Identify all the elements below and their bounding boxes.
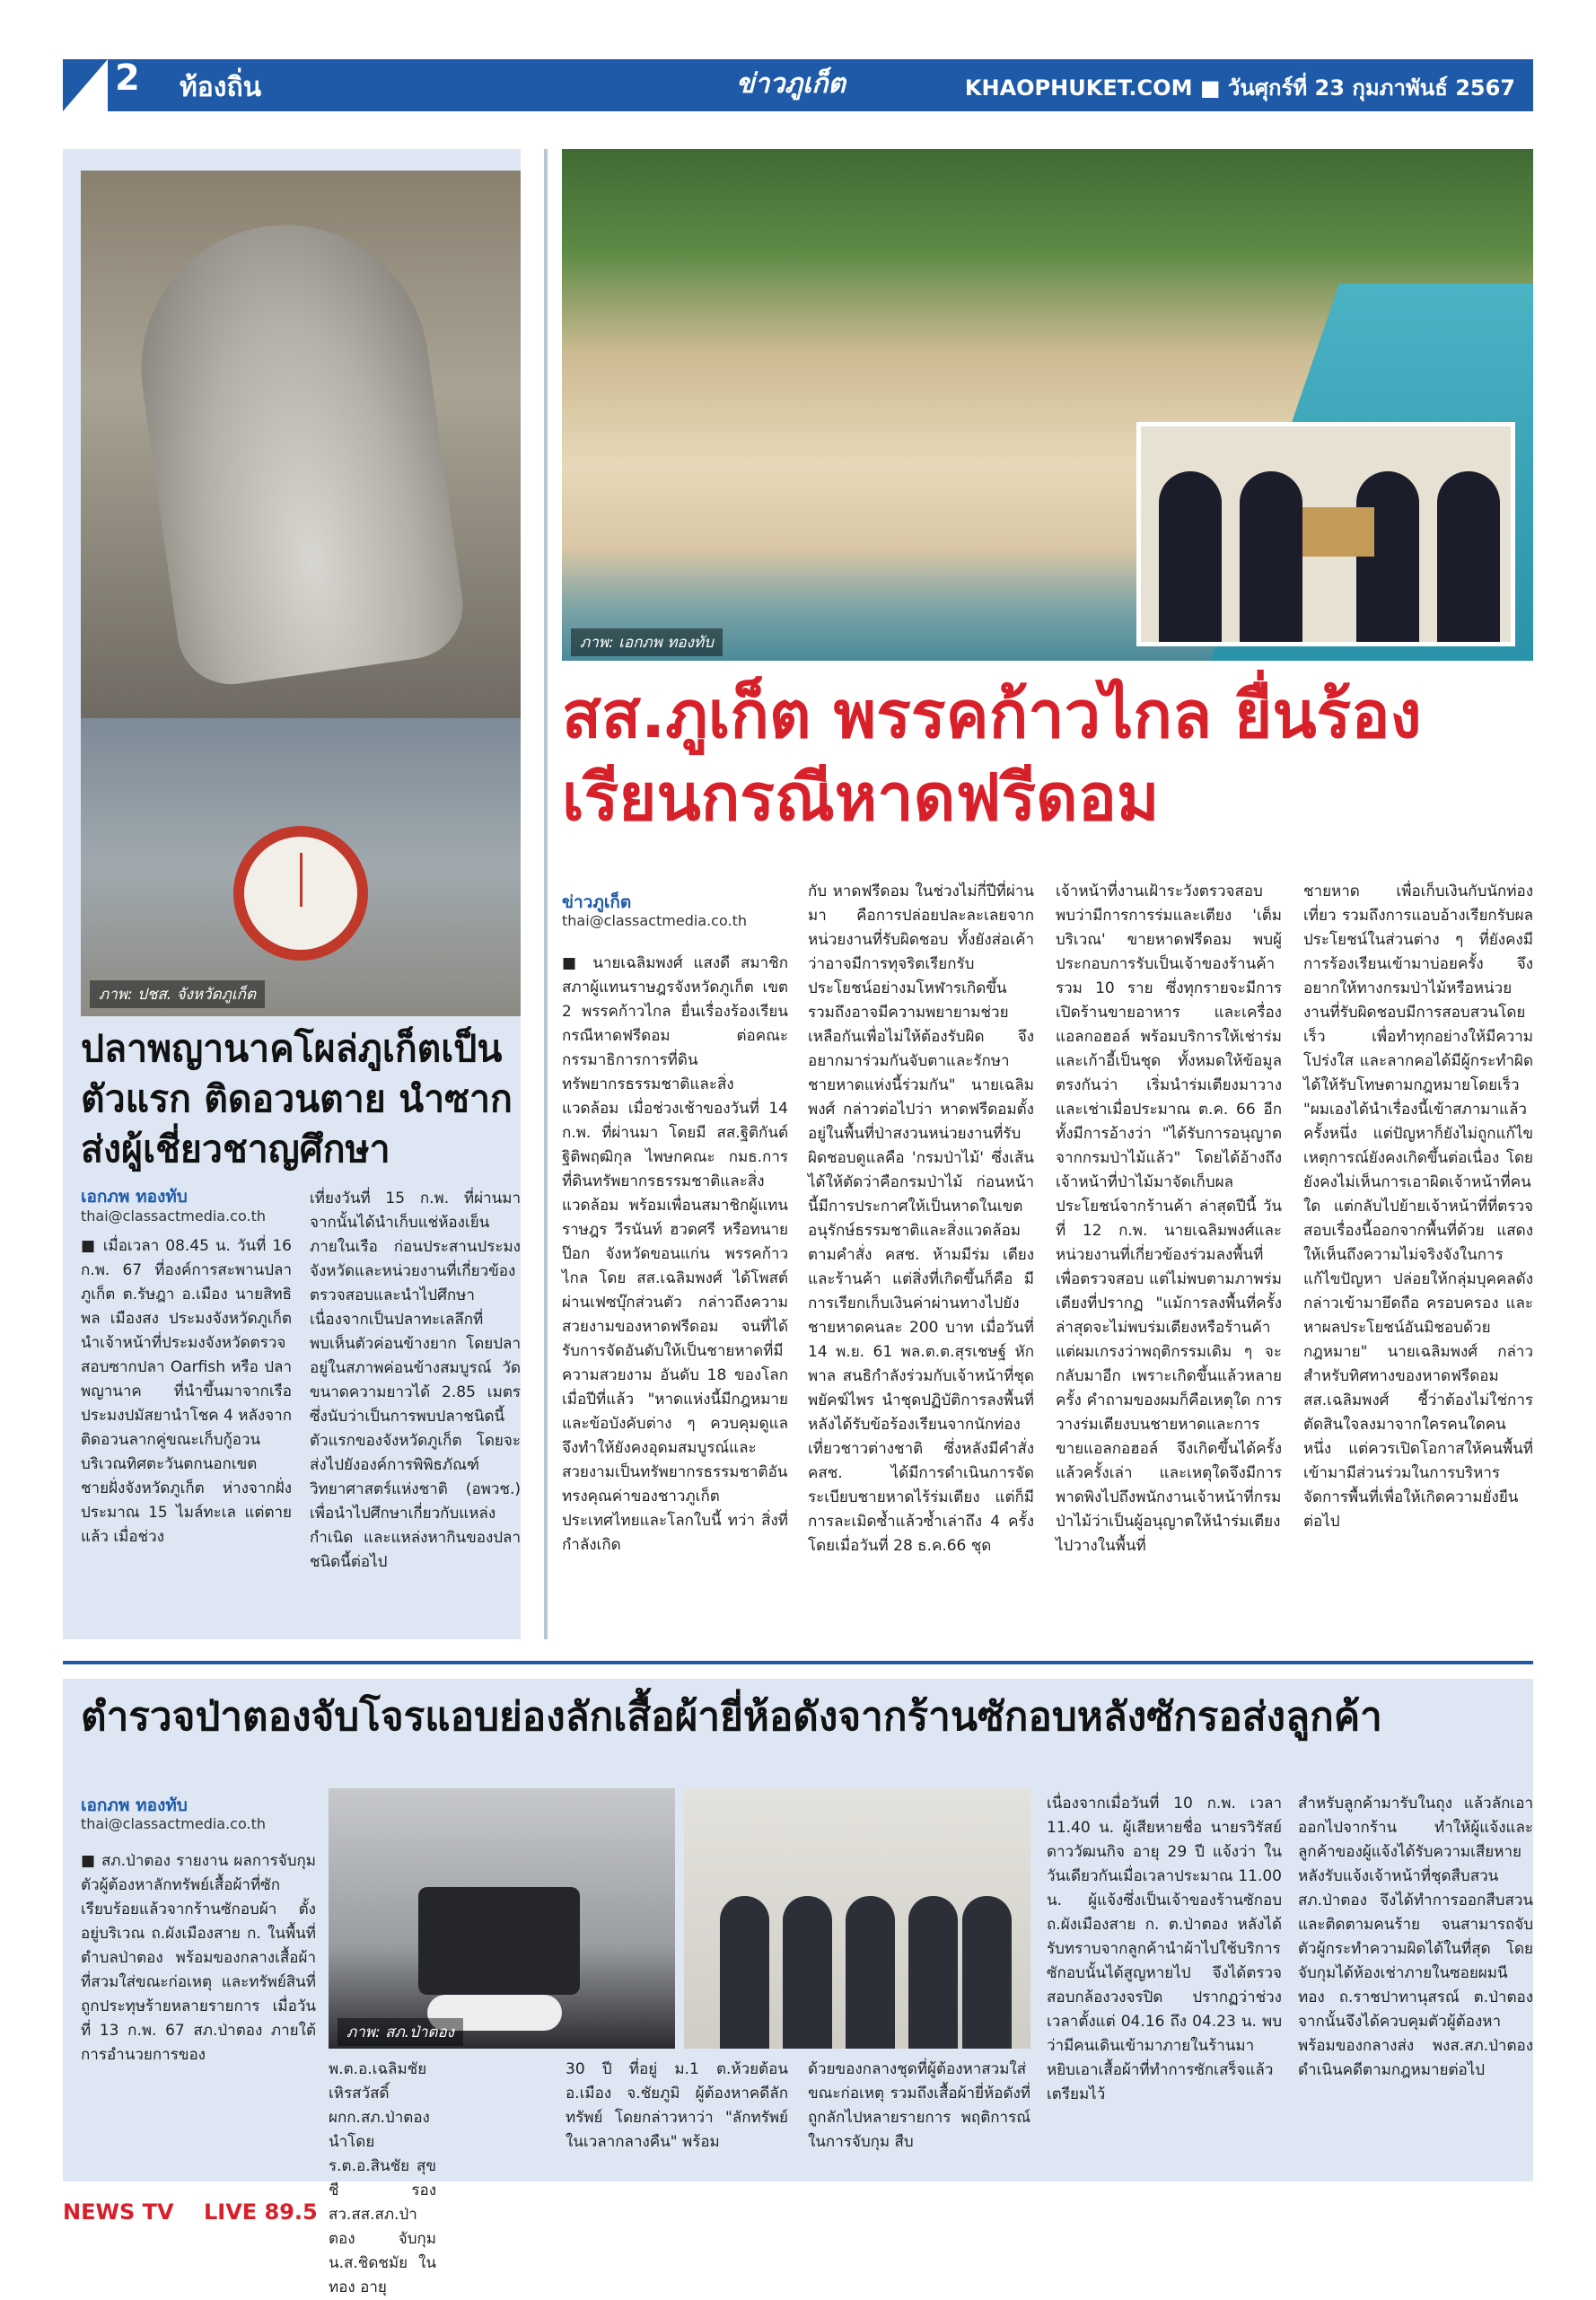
bottom-story-col1: ■ สภ.ป่าตอง รายงาน ผลการจับกุมตัวผู้ต้องหาลักทรัพย์เสื้อผ้าที่ซักเรียบร้อยแล้วจากร้านซักอบผ้า ตั้งอยู่บริเวณ ถ.ผังเมืองสาย ก. ในพื้นที่ตำบลป่าตอง พร้อมของกลางเสื้อผ้าที่สวมใส่ขณะก่อเหตุ และทรัพย์สินที่ถูกประทุษร้ายหลายรายการ เมื่อวันที่ 13 ก.พ. 67 สภ.ป่าตอง ภายใต้การอำนวยการของ [81,1852,316,2064]
person-figure [1437,471,1500,642]
stolen-clothes-photo [329,1788,675,2049]
header-site-date [965,70,1515,105]
left-photo-caption: ภาพ: ปชส. จังหวัดภูเก็ต [90,980,265,1008]
bottom-story-byline: เอกภพ ทองทับ [81,1795,188,1815]
header-corner-mark [63,59,108,111]
section-name: ท้องถิ่น [180,72,262,103]
person-figure [1356,471,1419,642]
issue-date: วันศุกร์ที่ 23 กุมภาพันธ์ 2567 [1227,75,1515,101]
main-story-col2: กับ หาดฟรีดอม ในช่วงไม่กี่ปีที่ผ่านมา คือการปล่อยปละละเลยจากหน่วยงานที่รับผิดชอบ ทั้งยังส่อเค้าว่าอาจมีการทุจริตเรียกรับประโยชน์อย่างมโหฬารเกิดขึ้น รวมถึงอาจมีความพยายามช่วยเหลือกันเพื่อไม่ให้ต้องรับผิด จึงอยากมาร่วมกันจับตาและรักษาชายหาดแห่งนี้ร่วมกัน" นายเฉลิมพงศ์ กล่าวต่อไปว่า หาดฟรีดอมตั้งอยู่ในพื้นที่ป่าสงวนหน่วยงานที่รับผิดชอบดูแลคือ 'กรมป่าไม้' ซึ่งเส้นได้ให้ตัดว่าคือกรมป่าไม้ ก่อนหน้านี้มีการประกาศให้เป็นหาดในเขตอนุรักษ์ธรรมชาติและสิ่งแวดล้อม ตามคำสั่ง คสช. ห้ามมีร่ม เตียง และร้านค้า แต่สิ่งที่เกิดขึ้นก็คือ มีการเรียกเก็บเงินค่าผ่านทางไปยังชายหาดคนละ 200 บาท เมื่อวันที่ 14 พ.ย. 61 พล.ต.ต.สุรเชษฐ์ หักพาล สนธิกำลังร่วมกับเจ้าหน้าที่ชุดพยัคฆ์ไพร นำชุดปฏิบัติการลงพื้นที่หลังได้รับข้อร้องเรียนจากนักท่องเที่ยวชาวต่างชาติ ซึ่งหลังมีคำสั่ง คสช. ได้มีการดำเนินการจัดระเบียบชายหาดไร้ร่มเตียง แต่ก็มีการละเมิดซ้ำแล้วซ้ำเล่าถึง 4 ครั้ง โดยเมื่อวันที่ 28 ธ.ค.66 ชุด [808,882,1034,1555]
bottom-story-email: thai@classactmedia.co.th [81,1815,266,1832]
bottom-story-col5: เนื่องจากเมื่อวันที่ 10 ก.พ. เวลา 11.40 น. ผู้เสียหายชื่อ นายรวิรัสย์ ดาววัฒนกิจ อายุ 29 ปี แจ้งว่า ในวันเดียวกันเมื่อเวลาประมาณ 11.00 น. ผู้แจ้งซึ่งเป็นเจ้าของร้านซักอบ ถ.ผังเมืองสาย ก. ต.ป่าตอง หลังได้รับทราบจากลูกค้านำผ้าไปใช้บริการซักอบนั้นได้สูญหายไป จึงได้ตรวจสอบกล้องวงจรปิด ปรากฏว่าช่วงเวลาตั้งแต่ 04.16 ถึง 04.23 น. พบว่ามีคนเดินเข้ามาภายในร้านมาหยิบเอาเสื้อผ้าที่ทำการซักเสร็จแล้ว เตรียมไว้ [1047,1795,1282,2103]
left-story-col2: เที่ยงวันที่ 15 ก.พ. ที่ผ่านมา จากนั้นได้นำเก็บแช่ห้องเย็นภายในเรือ ก่อนประสานประมงจังหวัดและหน่วยงานที่เกี่ยวข้องตรวจสอบและนำไปศึกษา เนื่องจากเป็นปลาทะเลลึกที่พบเห็นตัวค่อนข้างยาก โดยปลาอยู่ในสภาพค่อนข้างสมบูรณ์ วัดขนาดความยาวได้ 2.85 เมตร ซึ่งนับว่าเป็นการพบปลาชนิดนี้ตัวแรกของจังหวัดภูเก็ต โดยจะส่งไปยังองค์การพิพิธภัณฑ์วิทยาศาสตร์แห่งชาติ (อพวช.) เพื่อนำไปศึกษาเกี่ยวกับแหล่งกำเนิด และแหล่งหากินของปลาชนิดนี้ต่อไป [310,1190,521,1571]
left-story-col1: ■ เมื่อเวลา 08.45 น. วันที่ 16 ก.พ. 67 ที่องค์การสะพานปลาภูเก็ต ต.รัษฎา อ.เมือง นายสิทธิพล เมืองสง ประมงจังหวัดภูเก็ตนำเจ้าหน้าที่ประมงจังหวัดตรวจสอบซากปลา Oarfish หรือ ปลาพญานาค ที่นำขึ้นมาจากเรือประมงปมัสยานำโชค 4 หลังจากติดอวนลากคู่ขณะเก็บกู้อวนบริเวณทิศตะวันตกนอกเขตชายฝั่งจังหวัดภูเก็ต ห่างจากฝั่งประมาณ 15 ไมล์ทะเล แต่ตายแล้ว เมื่อช่วง [81,1237,292,1546]
site-url[interactable]: KHAOPHUKET.COM [964,75,1193,101]
news-tv-logo[interactable]: NEWS TV [63,2199,174,2225]
page-number: 2 [115,57,140,99]
left-story-byline: เอกภพ ทองทับ [81,1187,188,1207]
person-figure [962,1896,1012,2049]
person-figure [1159,471,1222,642]
main-story-col4: ชายหาด เพื่อเก็บเงินกับนักท่องเที่ยว รวมถึงการแอบอ้างเรียกรับผลประโยชน์ในส่วนต่าง ๆ ที่ยังคงมีการร้องเรียนเข้ามาบ่อยครั้ง จึงอยากให้ทางกรมป่าไม้หรือหน่วยงานที่รับผิดชอบมีการสอบสวนโดยเร็ว เพื่อทำทุกอย่างให้มีความโปร่งใส และลากคอได้มีผู้กระทำผิดได้ให้รับโทษตามกฎหมายโดยเร็ว "ผมเองได้นำเรื่องนี้เข้าสภามาแล้วครั้งหนึ่ง แต่ปัญหาก็ยังไม่ถูกแก้ไข เหตุการณ์ยังคงเกิดขึ้นต่อเนื่อง โดยยังคงไม่เห็นการเอาผิดเจ้าหน้าที่คนใด แต่กลับไปย้ายเจ้าหน้าที่ที่ตรวจสอบเรื่องนี้ออกจากพื้นที่ด้วย แสดงให้เห็นถึงความไม่จริงจังในการแก้ไขปัญหา ปล่อยให้กลุ่มบุคคลดังกล่าวเข้ามายึดถือ ครอบครอง และหาผลประโยชน์อันมิชอบด้วยกฎหมาย" นายเฉลิมพงศ์ กล่าว สำหรับทิศทางของหาดฟรีดอม สส.เฉลิมพงศ์ ชี้ว่าต้องไม่ใช่การตัดสินใจลงมาจากใครคนใดคนหนึ่ง แต่ควรเปิดโอกาสให้คนพื้นที่เข้ามามีส่วนร่วมในการบริหารจัดการพื้นที่เพื่อให้เกิดความยั่งยืนต่อไป [1303,882,1533,1531]
main-story-email: thai@classactmedia.co.th [562,912,747,929]
bottom-photo-caption: ภาพ: สภ.ป่าตอง [338,2018,463,2046]
bottom-story-col4: ด้วยของกลางชุดที่ผู้ต้องหาสวมใส่ขณะก่อเหตุ รวมถึงเสื้อผ้ายี่ห้อดังที่ถูกลักไปหลายรายการ พฤติการณ์ในการจับกุม สืบ [808,2060,1030,2151]
police-arrest-photo [684,1788,1030,2049]
main-story-col3: เจ้าหน้าที่งานเฝ้าระวังตรวจสอบพบว่ามีการการร่มและเตียง 'เต็มบริเวณ' ขายหาดฟรีดอม พบผู้ประกอบการรับเป็นเจ้าของร้านค้า รวม 10 ราย ซึ่งทุกรายจะมีการเปิดร้านขายอาหาร และเครื่องแอลกอฮอล์ พร้อมบริการให้เช่าร่มและเก้าอี้เป็นชุด ทั้งหมดให้ข้อมูลตรงกันว่า เริ่มนำร่มเตียงมาวาง และเช่าเมื่อประมาณ ต.ค. 66 อีกทั้งมีการอ้างว่า "ได้รับการอนุญาตจากกรมป่าไม้แล้ว" โดยได้อ้างถึงเจ้าหน้าที่ป่าไม้มาจัดเก็บผลประโยชน์จากร้านค้า ล่าสุดปีนี้ วันที่ 12 ก.พ. นายเฉลิมพงศ์และหน่วยงานที่เกี่ยวข้องร่วมลงพื้นที่เพื่อตรวจสอบ แต่ไม่พบตามภาพร่มเตียงที่ปรากฏ "แม้การลงพื้นที่ครั้งล่าสุดจะไม่พบร่มเตียงหรือร้านค้า แต่ผมเกรงว่าพฤติกรรมเดิม ๆ จะกลับมาอีก เพราะเกิดขึ้นแล้วหลายครั้ง คำถามของผมก็คือเหตุใด การวางร่มเตียงบนชายหาดและการขายแอลกอฮอล์ จึงเกิดขึ้นได้ครั้งแล้วครั้งเล่า และเหตุใดจึงมีการพาดพิงไปถึงพนักงานเจ้าหน้าที่กรมป่าไม้ว่าเป็นผู้อนุญาตให้นำร่มเตียงไปวางในพื้นที่ [1056,882,1282,1555]
scale-dial [233,826,368,961]
masthead-logo: ข่าวภูเก็ต [736,68,846,100]
left-story-headline: ปลาพญานาคโผล่ภูเก็ตเป็นตัวแรก ติดอวนตาย นำซากส่งผู้เชี่ยวชาญศึกษา [81,1027,513,1171]
clothes-pile [418,1887,580,1995]
person-figure [1240,471,1302,642]
main-story-col1: ■ นายเฉลิมพงศ์ แสงดี สมาชิกสภาผู้แทนราษฎรจังหวัดภูเก็ต เขต 2 พรรคก้าวไกล ยื่นเรื่องร้องเรียนกรณีหาดฟรีดอม ต่อคณะกรรมาธิการการที่ดิน ทรัพยากรธรรมชาติและสิ่งแวดล้อม เมื่อช่วงเช้าของวันที่ 14 ก.พ. ที่ผ่านมา โดยมี สส.ฐิติกันต์ ฐิติพฤฒิกุล ไพษกคณะ กมธ.การที่ดินทรัพยากรธรรมชาติและสิ่งแวดล้อม พร้อมเพื่อนสมาชิกผู้แทนราษฎร วีรนันท์ ฮวดศรี หรือทนายป๊อก จังหวัดขอนแก่น พรรคก้าวไกล โดย สส.เฉลิมพงศ์ ได้โพสต์ผ่านเฟซบุ๊กส่วนตัว กล่าวถึงความสวยงามของหาดฟรีดอม จนที่ได้รับการจัดอันดับให้เป็นชายหาดที่มีความสวยงาม อันดับ 18 ของโลกเมื่อปีที่แล้ว "หาดแห่งนี้มีกฎหมายและข้อบังคับต่าง ๆ ควบคุมดูแล จึงทำให้ยังคงอุดมสมบูรณ์และสวยงามเป็นทรัพยากรธรรมชาติอันทรงคุณค่าของชาวภูเก็ต ประเทศไทยและโลกใบนี้ ทว่า สิ่งที่กำลังเกิด [562,954,788,1554]
bottom-story-col3: 30 ปี ที่อยู่ ม.1 ต.ห้วยต้อน อ.เมือง จ.ชัยภูมิ ผู้ต้องหาคดีลักทรัพย์ โดยกล่าวหาว่า "ลักทรัพย์ในเวลากลางคืน" พร้อม [566,2060,788,2151]
oarfish-scale-photo [81,718,521,1016]
bottom-story-col2: พ.ต.อ.เฉลิมชัย เหิรสวัสดิ์ ผกก.สภ.ป่าตอง นำโดย ร.ต.อ.สินชัย สุขชี รอง สว.สส.สภ.ป่าตอง จับกุม น.ส.ชิดชมัย ในทอง อายุ [329,2060,436,2296]
main-story-headline: สส.ภูเก็ต พรรคก้าวไกล ยื่นร้องเรียนกรณีหาดฟรีดอม [562,677,1422,835]
live-radio-logo[interactable]: LIVE 89.5 [203,2199,318,2225]
bottom-story-col6: สำหรับลูกค้ามารับในถุง แล้วลักเอาออกไปจากร้าน ทำให้ผู้แจ้งและลูกค้าของผู้แจ้งได้รับความเสียหาย หลังรับแจ้งเจ้าหน้าที่ชุดสืบสวน สภ.ป่าตอง จึงได้ทำการออกสืบสวนและติดตามคนร้าย จนสามารถจับตัวผู้กระทำความผิดได้ในที่สุด โดยจับกุมได้ห้องเช่าภายในซอยผมนีทอง ถ.ราชปาทานุสรณ์ ต.ป่าตอง จากนั้นจึงได้ควบคุมตัวผู้ต้องหาพร้อมของกลางส่ง พงส.สภ.ป่าตอง ดำเนินคดีตามกฎหมายต่อไป [1298,1795,1533,2079]
oarfish-photo [81,171,521,718]
document-envelope [1302,507,1374,557]
handover-inset-photo [1136,422,1515,646]
main-story-byline: ข่าวภูเก็ต [562,892,632,912]
person-figure [783,1896,832,2049]
person-figure [846,1896,895,2049]
main-photo-caption: ภาพ: เอกภพ ทองทับ [571,628,723,656]
separator-square: ■ [1199,75,1228,101]
left-story-email: thai@classactmedia.co.th [81,1207,266,1225]
person-figure [908,1896,958,2049]
section-rule [63,1661,1533,1664]
person-figure [720,1896,769,2049]
oarfish-shape [123,206,469,691]
footer-brands [63,2199,318,2225]
column-divider [544,149,548,1639]
bottom-story-headline: ตำรวจป่าตองจับโจรแอบย่องลักเสื้อผ้ายี่ห้อดังจากร้านซักอบหลังซักรอส่งลูกค้า [81,1694,1382,1740]
